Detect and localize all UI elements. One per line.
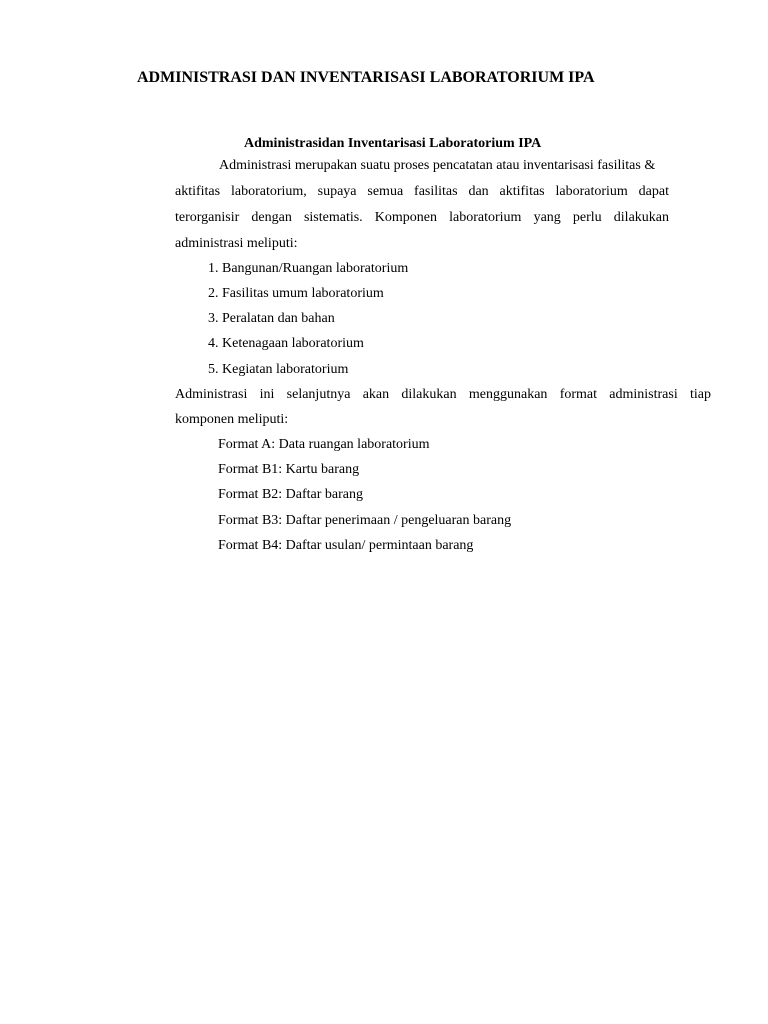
list-item: 3. Peralatan dan bahan bbox=[208, 311, 335, 326]
paragraph-line: Administrasi merupakan suatu proses pencatatan atau inventarisasi fasilitas & bbox=[219, 158, 656, 173]
list-item: Format B1: Kartu barang bbox=[218, 462, 360, 477]
paragraph-line: aktifitas laboratorium, supaya semua fasilitas dan aktifitas laboratorium dapat bbox=[175, 184, 669, 199]
paragraph-line: terorganisir dengan sistematis. Komponen laboratorium yang perlu dilakukan bbox=[175, 210, 669, 225]
list-item: Format B3: Daftar penerimaan / pengeluaran barang bbox=[218, 513, 512, 528]
list-item: 5. Kegiatan laboratorium bbox=[208, 362, 349, 377]
list-item: Format A: Data ruangan laboratorium bbox=[218, 437, 430, 452]
list-item: 4. Ketenagaan laboratorium bbox=[208, 336, 364, 351]
paragraph-line: komponen meliputi: bbox=[175, 412, 289, 427]
list-item: 1. Bangunan/Ruangan laboratorium bbox=[208, 261, 409, 276]
list-item: Format B2: Daftar barang bbox=[218, 487, 364, 502]
section-heading: Administrasidan Inventarisasi Laboratorium IPA bbox=[244, 136, 542, 151]
list-item: Format B4: Daftar usulan/ permintaan barang bbox=[218, 538, 474, 553]
document-title: ADMINISTRASI DAN INVENTARISASI LABORATORIUM IPA bbox=[137, 69, 595, 86]
list-item: 2. Fasilitas umum laboratorium bbox=[208, 286, 384, 301]
paragraph-line: Administrasi ini selanjutnya akan dilakukan menggunakan format administrasi tiap bbox=[175, 387, 711, 402]
paragraph-line: administrasi meliputi: bbox=[175, 236, 298, 251]
